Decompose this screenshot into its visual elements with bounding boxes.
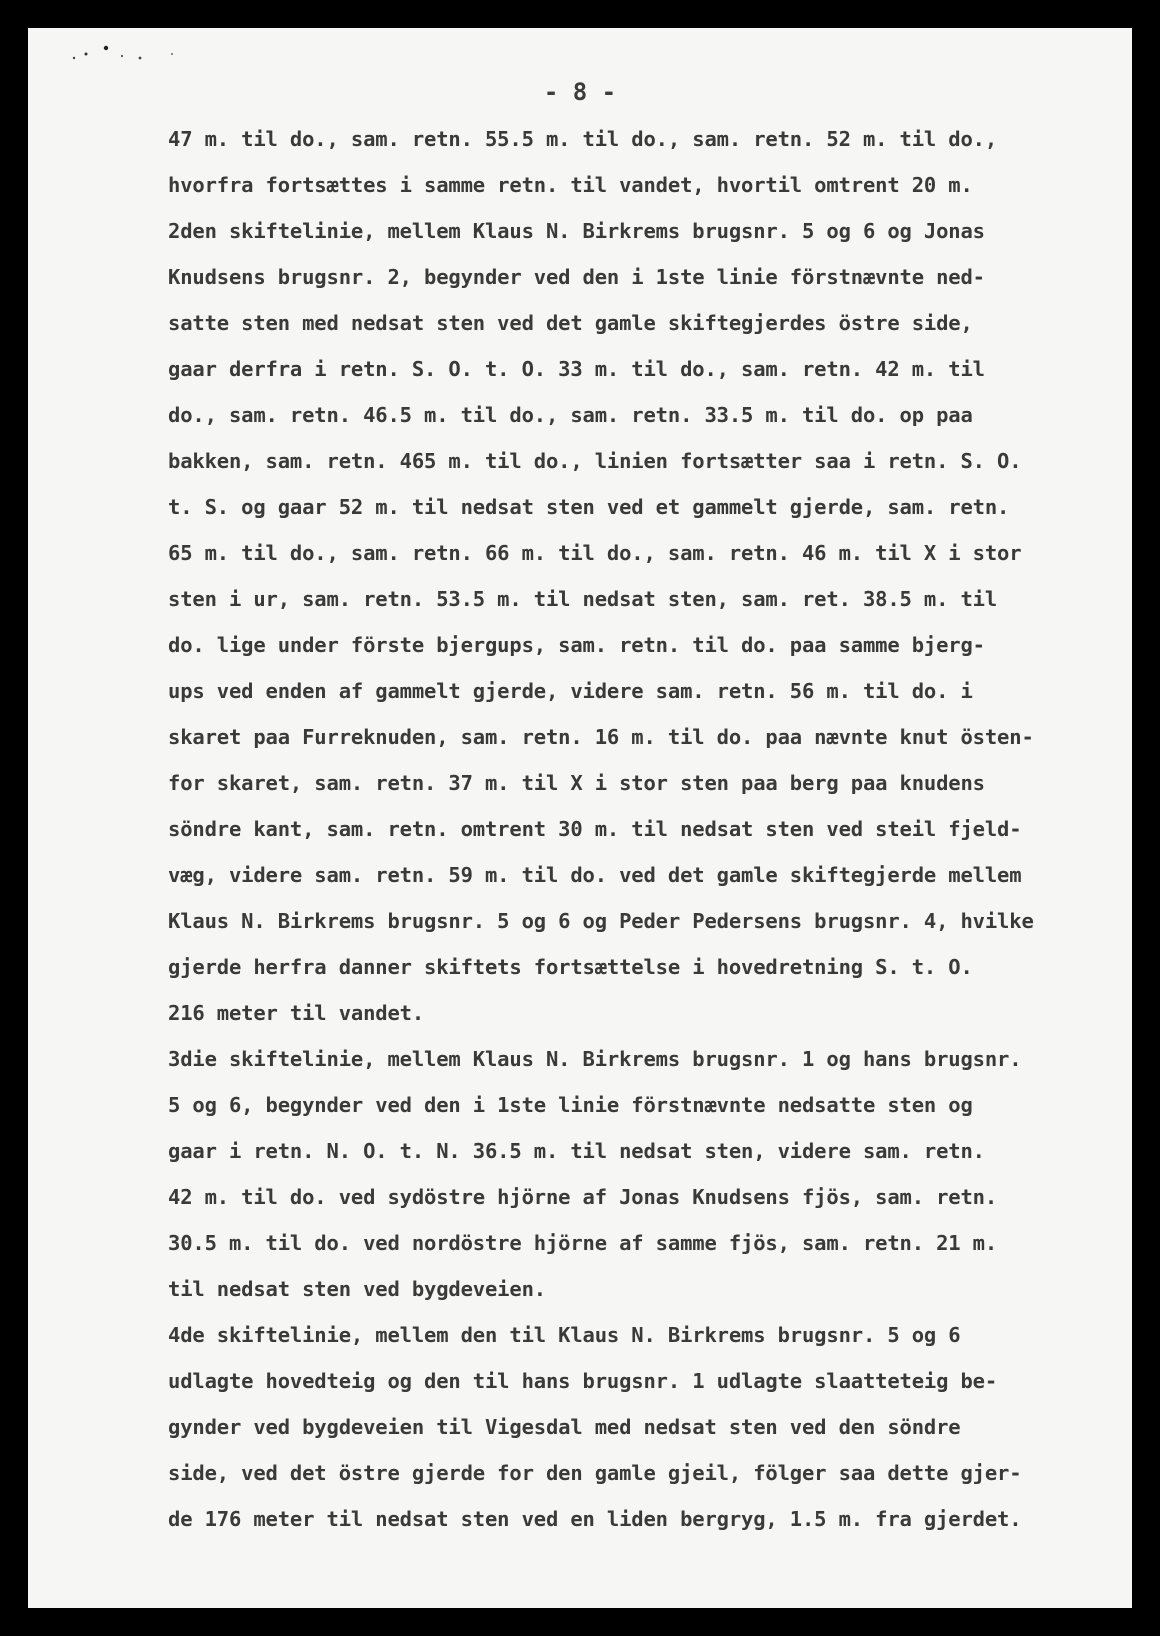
text-line: gaar i retn. N. O. t. N. 36.5 m. til nedsat sten, videre sam. retn.: [168, 1139, 985, 1163]
text-line: 216 meter til vandet.: [168, 1001, 425, 1025]
text-line: skaret paa Furreknuden, sam. retn. 16 m. til do. paa nævnte knut östen-: [168, 725, 1034, 749]
text-line: udlagte hovedteig og den til hans brugsnr. 1 udlagte slaatteteig be-: [168, 1369, 998, 1393]
text-line: 4de skiftelinie, mellem den til Klaus N. Birkrems brugsnr. 5 og 6: [168, 1323, 961, 1347]
text-line: gynder ved bygdeveien til Vigesdal med nedsat sten ved den söndre: [168, 1415, 961, 1439]
text-line: 65 m. til do., sam. retn. 66 m. til do., sam. retn. 46 m. til X i stor: [168, 541, 1022, 565]
text-line: 42 m. til do. ved sydöstre hjörne af Jonas Knudsens fjös, sam. retn.: [168, 1185, 998, 1209]
document-page: [28, 28, 1132, 1608]
text-line: 30.5 m. til do. ved nordöstre hjörne af samme fjös, sam. retn. 21 m.: [168, 1231, 998, 1255]
text-line: 3die skiftelinie, mellem Klaus N. Birkrems brugsnr. 1 og hans brugsnr.: [168, 1047, 1022, 1071]
text-line: til nedsat sten ved bygdeveien.: [168, 1277, 546, 1301]
text-line: for skaret, sam. retn. 37 m. til X i stor sten paa berg paa knudens: [168, 771, 985, 795]
text-line: t. S. og gaar 52 m. til nedsat sten ved et gammelt gjerde, sam. retn.: [168, 495, 1010, 519]
text-line: Knudsens brugsnr. 2, begynder ved den i 1ste linie förstnævnte ned-: [168, 265, 985, 289]
text-line: 5 og 6, begynder ved den i 1ste linie förstnævnte nedsatte sten og: [168, 1093, 973, 1117]
text-line: 47 m. til do., sam. retn. 55.5 m. til do., sam. retn. 52 m. til do.,: [168, 127, 998, 151]
text-line: Klaus N. Birkrems brugsnr. 5 og 6 og Peder Pedersens brugsnr. 4, hvilke: [168, 909, 1034, 933]
paper-specks: [64, 38, 204, 78]
text-line: væg, videre sam. retn. 59 m. til do. ved det gamle skiftegjerde mellem: [168, 863, 1022, 887]
text-line: bakken, sam. retn. 465 m. til do., linien fortsætter saa i retn. S. O.: [168, 449, 1022, 473]
text-line: 2den skiftelinie, mellem Klaus N. Birkrems brugsnr. 5 og 6 og Jonas: [168, 219, 985, 243]
text-line: ups ved enden af gammelt gjerde, videre sam. retn. 56 m. til do. i: [168, 679, 973, 703]
text-line: söndre kant, sam. retn. omtrent 30 m. til nedsat sten ved steil fjeld-: [168, 817, 1022, 841]
text-line: do., sam. retn. 46.5 m. til do., sam. retn. 33.5 m. til do. op paa: [168, 403, 973, 427]
text-line: side, ved det östre gjerde for den gamle gjeil, fölger saa dette gjer-: [168, 1461, 1022, 1485]
text-line: gaar derfra i retn. S. O. t. O. 33 m. til do., sam. retn. 42 m. til: [168, 357, 985, 381]
text-line: hvorfra fortsættes i samme retn. til vandet, hvortil omtrent 20 m.: [168, 173, 973, 197]
text-line: satte sten med nedsat sten ved det gamle skiftegjerdes östre side,: [168, 311, 973, 335]
text-line: de 176 meter til nedsat sten ved en liden bergryg, 1.5 m. fra gjerdet.: [168, 1507, 1022, 1531]
text-line: sten i ur, sam. retn. 53.5 m. til nedsat sten, sam. ret. 38.5 m. til: [168, 587, 998, 611]
document-body: [168, 116, 1132, 1542]
text-line: gjerde herfra danner skiftets fortsættelse i hovedretning S. t. O.: [168, 955, 973, 979]
page-number: - 8 -: [543, 78, 617, 106]
text-line: do. lige under förste bjergups, sam. retn. til do. paa samme bjerg-: [168, 633, 985, 657]
